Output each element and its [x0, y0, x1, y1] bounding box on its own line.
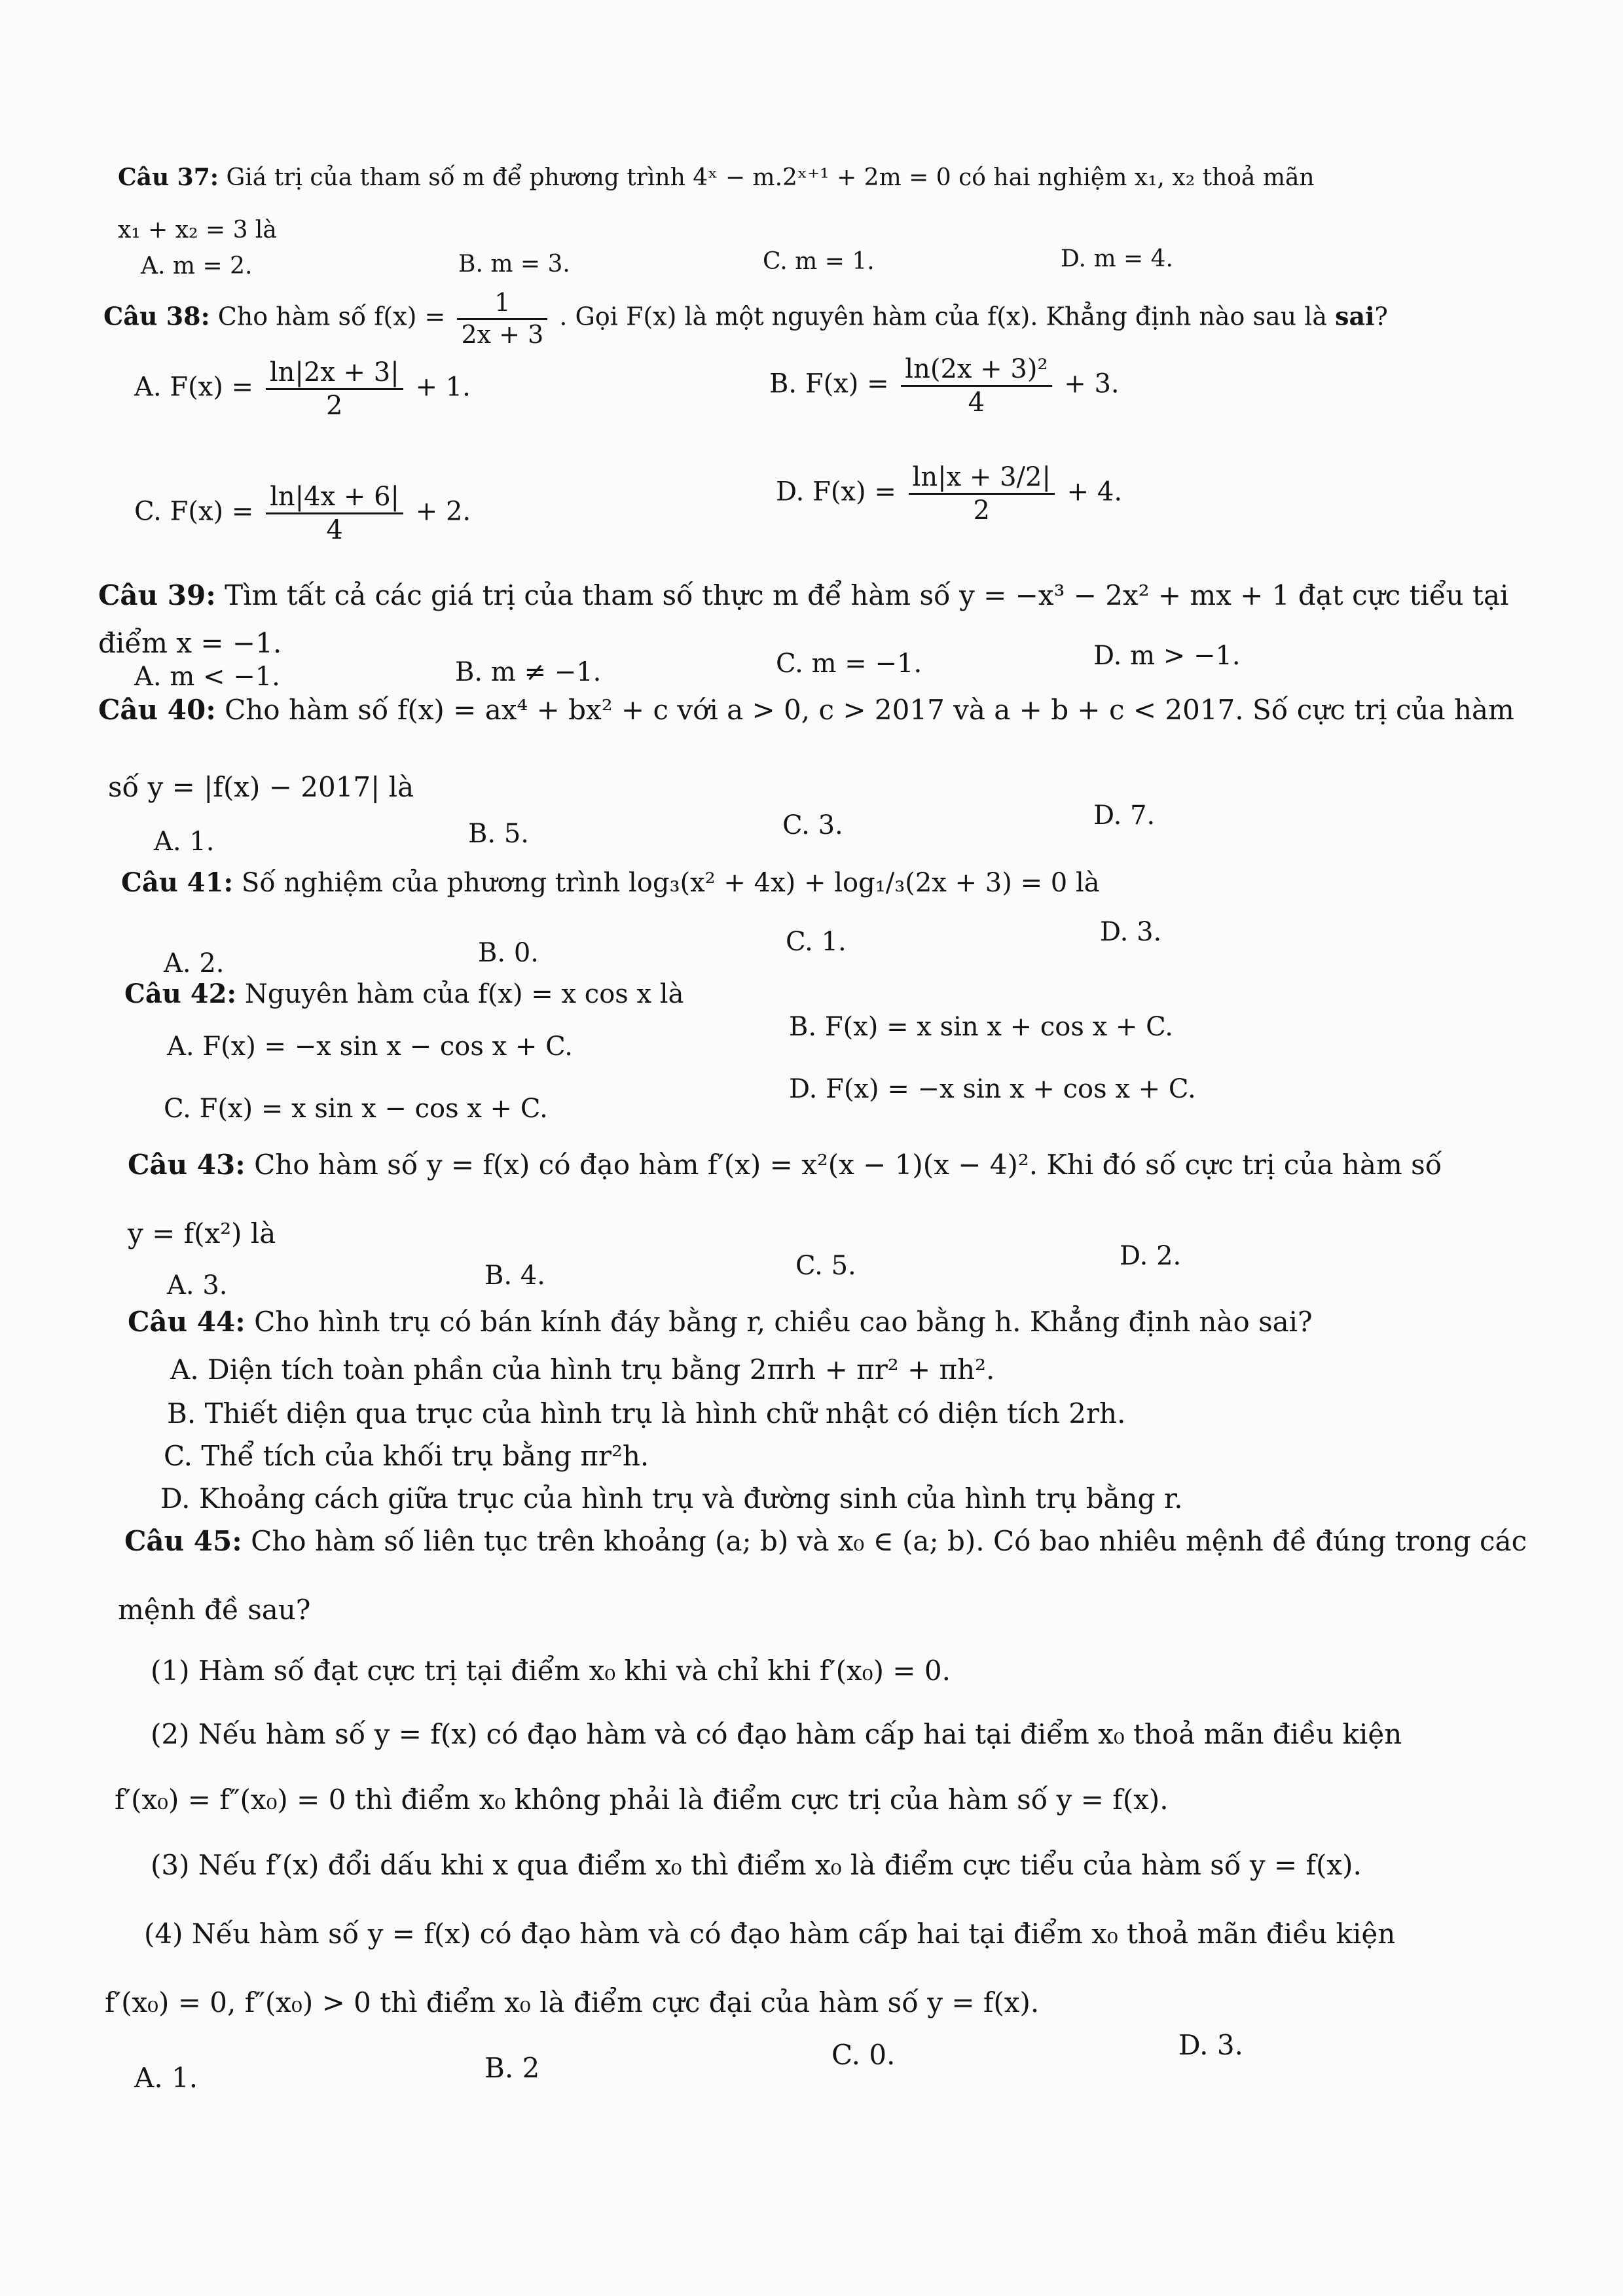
option-a: A. F(x) = −x sin x − cos x + C. — [167, 1031, 573, 1062]
option-d: D. F(x) = −x sin x + cos x + C. — [789, 1074, 1196, 1104]
question-stem: Nguyên hàm của f(x) = x cos x là — [244, 979, 684, 1009]
option-c: C. 3. — [782, 810, 843, 840]
fraction — [909, 461, 1055, 526]
denominator: 4 — [326, 515, 343, 545]
statement-2: (2) Nếu hàm số y = f(x) có đạo hàm và có đạo hàm cấp hai tại điểm x₀ thoả mãn điều kiện — [151, 1718, 1402, 1750]
option-d: D. 2. — [1120, 1241, 1182, 1271]
question-stem-pre: Cho hàm số f(x) = — [217, 302, 446, 331]
option-c: C. Thể tích của khối trụ bằng πr²h. — [164, 1440, 649, 1472]
fraction — [457, 288, 547, 350]
numerator: ln|2x + 3| — [266, 357, 403, 390]
question-label: Câu 37: — [118, 164, 219, 191]
question-40 — [98, 694, 1514, 726]
question-stem: Giá trị của tham số m để phương trình 4ˣ − m.2ˣ⁺¹ + 2m = 0 có hai nghiệm x₁, x₂ thoả mãn — [226, 164, 1315, 191]
numerator: ln|4x + 6| — [266, 481, 403, 514]
statement-1: (1) Hàm số đạt cực trị tại điểm x₀ khi và chỉ khi f′(x₀) = 0. — [151, 1655, 951, 1687]
option-c: C. 1. — [786, 927, 847, 957]
question-label: Câu 39: — [98, 579, 216, 611]
option-a: A. 1. — [154, 827, 215, 857]
question-37-stem-cont: x₁ + x₂ = 3 là — [118, 217, 277, 243]
option-c: C. m = 1. — [763, 248, 875, 275]
option-b: B. Thiết diện qua trục của hình trụ là hình chữ nhật có diện tích 2rh. — [167, 1397, 1126, 1429]
question-43 — [128, 1149, 1442, 1181]
option-b: B. 2 — [484, 2052, 540, 2084]
question-label: Câu 41: — [121, 867, 234, 898]
fraction — [901, 353, 1051, 418]
option-a: A. 3. — [167, 1270, 228, 1300]
option-d: D. 7. — [1093, 800, 1156, 831]
numerator: ln(2x + 3)² — [901, 353, 1051, 387]
statement-4-cont: f′(x₀) = 0, f″(x₀) > 0 thì điểm x₀ là điểm cực đại của hàm số y = f(x). — [105, 1986, 1040, 2018]
statement-2-cont: f′(x₀) = f″(x₀) = 0 thì điểm x₀ không phải là điểm cực trị của hàm số y = f(x). — [115, 1784, 1169, 1816]
option-b: B. 0. — [478, 938, 539, 968]
question-label: Câu 45: — [124, 1525, 242, 1557]
option-d: D. Khoảng cách giữa trục của hình trụ và đường sinh của hình trụ bằng r. — [160, 1482, 1183, 1515]
denominator: 2x + 3 — [461, 319, 544, 349]
question-45 — [124, 1525, 1527, 1558]
option-d-pre: D. F(x) = — [776, 476, 896, 507]
question-43-stem-cont: y = f(x²) là — [128, 1217, 276, 1249]
question-42 — [124, 978, 684, 1010]
option-d: D. 3. — [1100, 917, 1162, 947]
option-d: D. m = 4. — [1061, 245, 1174, 272]
question-label: Câu 43: — [128, 1149, 246, 1181]
option-b: B. F(x) = x sin x + cos x + C. — [789, 1012, 1173, 1042]
question-label: Câu 42: — [124, 978, 237, 1009]
question-label: Câu 38: — [103, 301, 210, 331]
question-44 — [128, 1306, 1313, 1338]
option-c: C. m = −1. — [776, 649, 922, 679]
option-b: B. 5. — [468, 819, 529, 849]
question-41 — [121, 867, 1100, 899]
statement-3: (3) Nếu f′(x) đổi dấu khi x qua điểm x₀ thì điểm x₀ là điểm cực tiểu của hàm số y = f(x). — [151, 1849, 1362, 1881]
statement-4: (4) Nếu hàm số y = f(x) có đạo hàm và có đạo hàm cấp hai tại điểm x₀ thoả mãn điều kiện — [144, 1918, 1396, 1950]
option-c: C. 0. — [831, 2039, 896, 2071]
question-38 — [103, 288, 1388, 350]
question-label: Câu 40: — [98, 694, 216, 726]
question-stem-post: . Gọi F(x) là một nguyên hàm của f(x). Khẳng định nào sau là — [559, 302, 1327, 331]
question-stem: Cho hình trụ có bán kính đáy bằng r, chiều cao bằng h. Khẳng định nào sai? — [254, 1306, 1313, 1338]
option-b: B. m = 3. — [458, 251, 570, 278]
question-stem: Cho hàm số liên tục trên khoảng (a; b) và x₀ ∈ (a; b). Có bao nhiêu mệnh đề đúng trong các — [251, 1525, 1527, 1557]
option-c: C. 5. — [795, 1251, 856, 1281]
option-b — [769, 353, 1120, 418]
question-45-stem-cont: mệnh đề sau? — [118, 1594, 311, 1626]
question-stem: Cho hàm số f(x) = ax⁴ + bx² + c với a > 0, c > 2017 và a + b + c < 2017. Số cực trị của hàm — [225, 694, 1514, 726]
question-stem: Cho hàm số y = f(x) có đạo hàm f′(x) = x²(x − 1)(x − 4)². Khi đó số cực trị của hàm số — [254, 1149, 1442, 1181]
denominator: 4 — [968, 387, 985, 418]
question-label: Câu 44: — [128, 1306, 246, 1338]
question-mark: ? — [1374, 302, 1388, 331]
option-d-post: + 4. — [1067, 476, 1123, 507]
option-a: A. 1. — [134, 2062, 198, 2094]
option-a-pre: A. F(x) = — [134, 372, 254, 403]
question-37 — [118, 164, 1315, 192]
option-c-post: + 2. — [415, 496, 471, 527]
option-b: B. 4. — [484, 1261, 545, 1291]
question-stem: Tìm tất cả các giá trị của tham số thực m để hàm số y = −x³ − 2x² + mx + 1 đạt cực tiểu tại — [225, 579, 1509, 611]
question-39-stem-cont: điểm x = −1. — [98, 627, 282, 659]
denominator: 2 — [326, 391, 343, 421]
question-39 — [98, 579, 1508, 612]
option-d — [776, 461, 1122, 526]
denominator: 2 — [973, 495, 990, 526]
option-a: A. m < −1. — [134, 662, 280, 692]
option-a — [134, 357, 471, 422]
option-a: A. 2. — [164, 948, 225, 978]
option-c — [134, 481, 471, 546]
question-stem: Số nghiệm của phương trình log₃(x² + 4x) + log₁/₃(2x + 3) = 0 là — [241, 868, 1100, 898]
question-40-stem-cont: số y = |f(x) − 2017| là — [108, 771, 414, 803]
fraction — [266, 357, 403, 422]
option-d: D. 3. — [1178, 2029, 1243, 2061]
numerator: ln|x + 3/2| — [909, 461, 1055, 495]
option-a-post: + 1. — [415, 372, 471, 403]
fraction — [266, 481, 403, 546]
option-b-pre: B. F(x) = — [769, 368, 889, 399]
option-b-post: + 3. — [1064, 368, 1120, 399]
option-d: D. m > −1. — [1093, 641, 1241, 671]
option-a: A. m = 2. — [141, 253, 253, 279]
option-a: A. Diện tích toàn phần của hình trụ bằng 2πrh + πr² + πh². — [170, 1354, 995, 1386]
emphasis-word: sai — [1335, 301, 1375, 331]
option-c: C. F(x) = x sin x − cos x + C. — [164, 1094, 548, 1124]
option-b: B. m ≠ −1. — [455, 657, 602, 687]
option-c-pre: C. F(x) = — [134, 496, 254, 527]
numerator: 1 — [457, 288, 547, 320]
